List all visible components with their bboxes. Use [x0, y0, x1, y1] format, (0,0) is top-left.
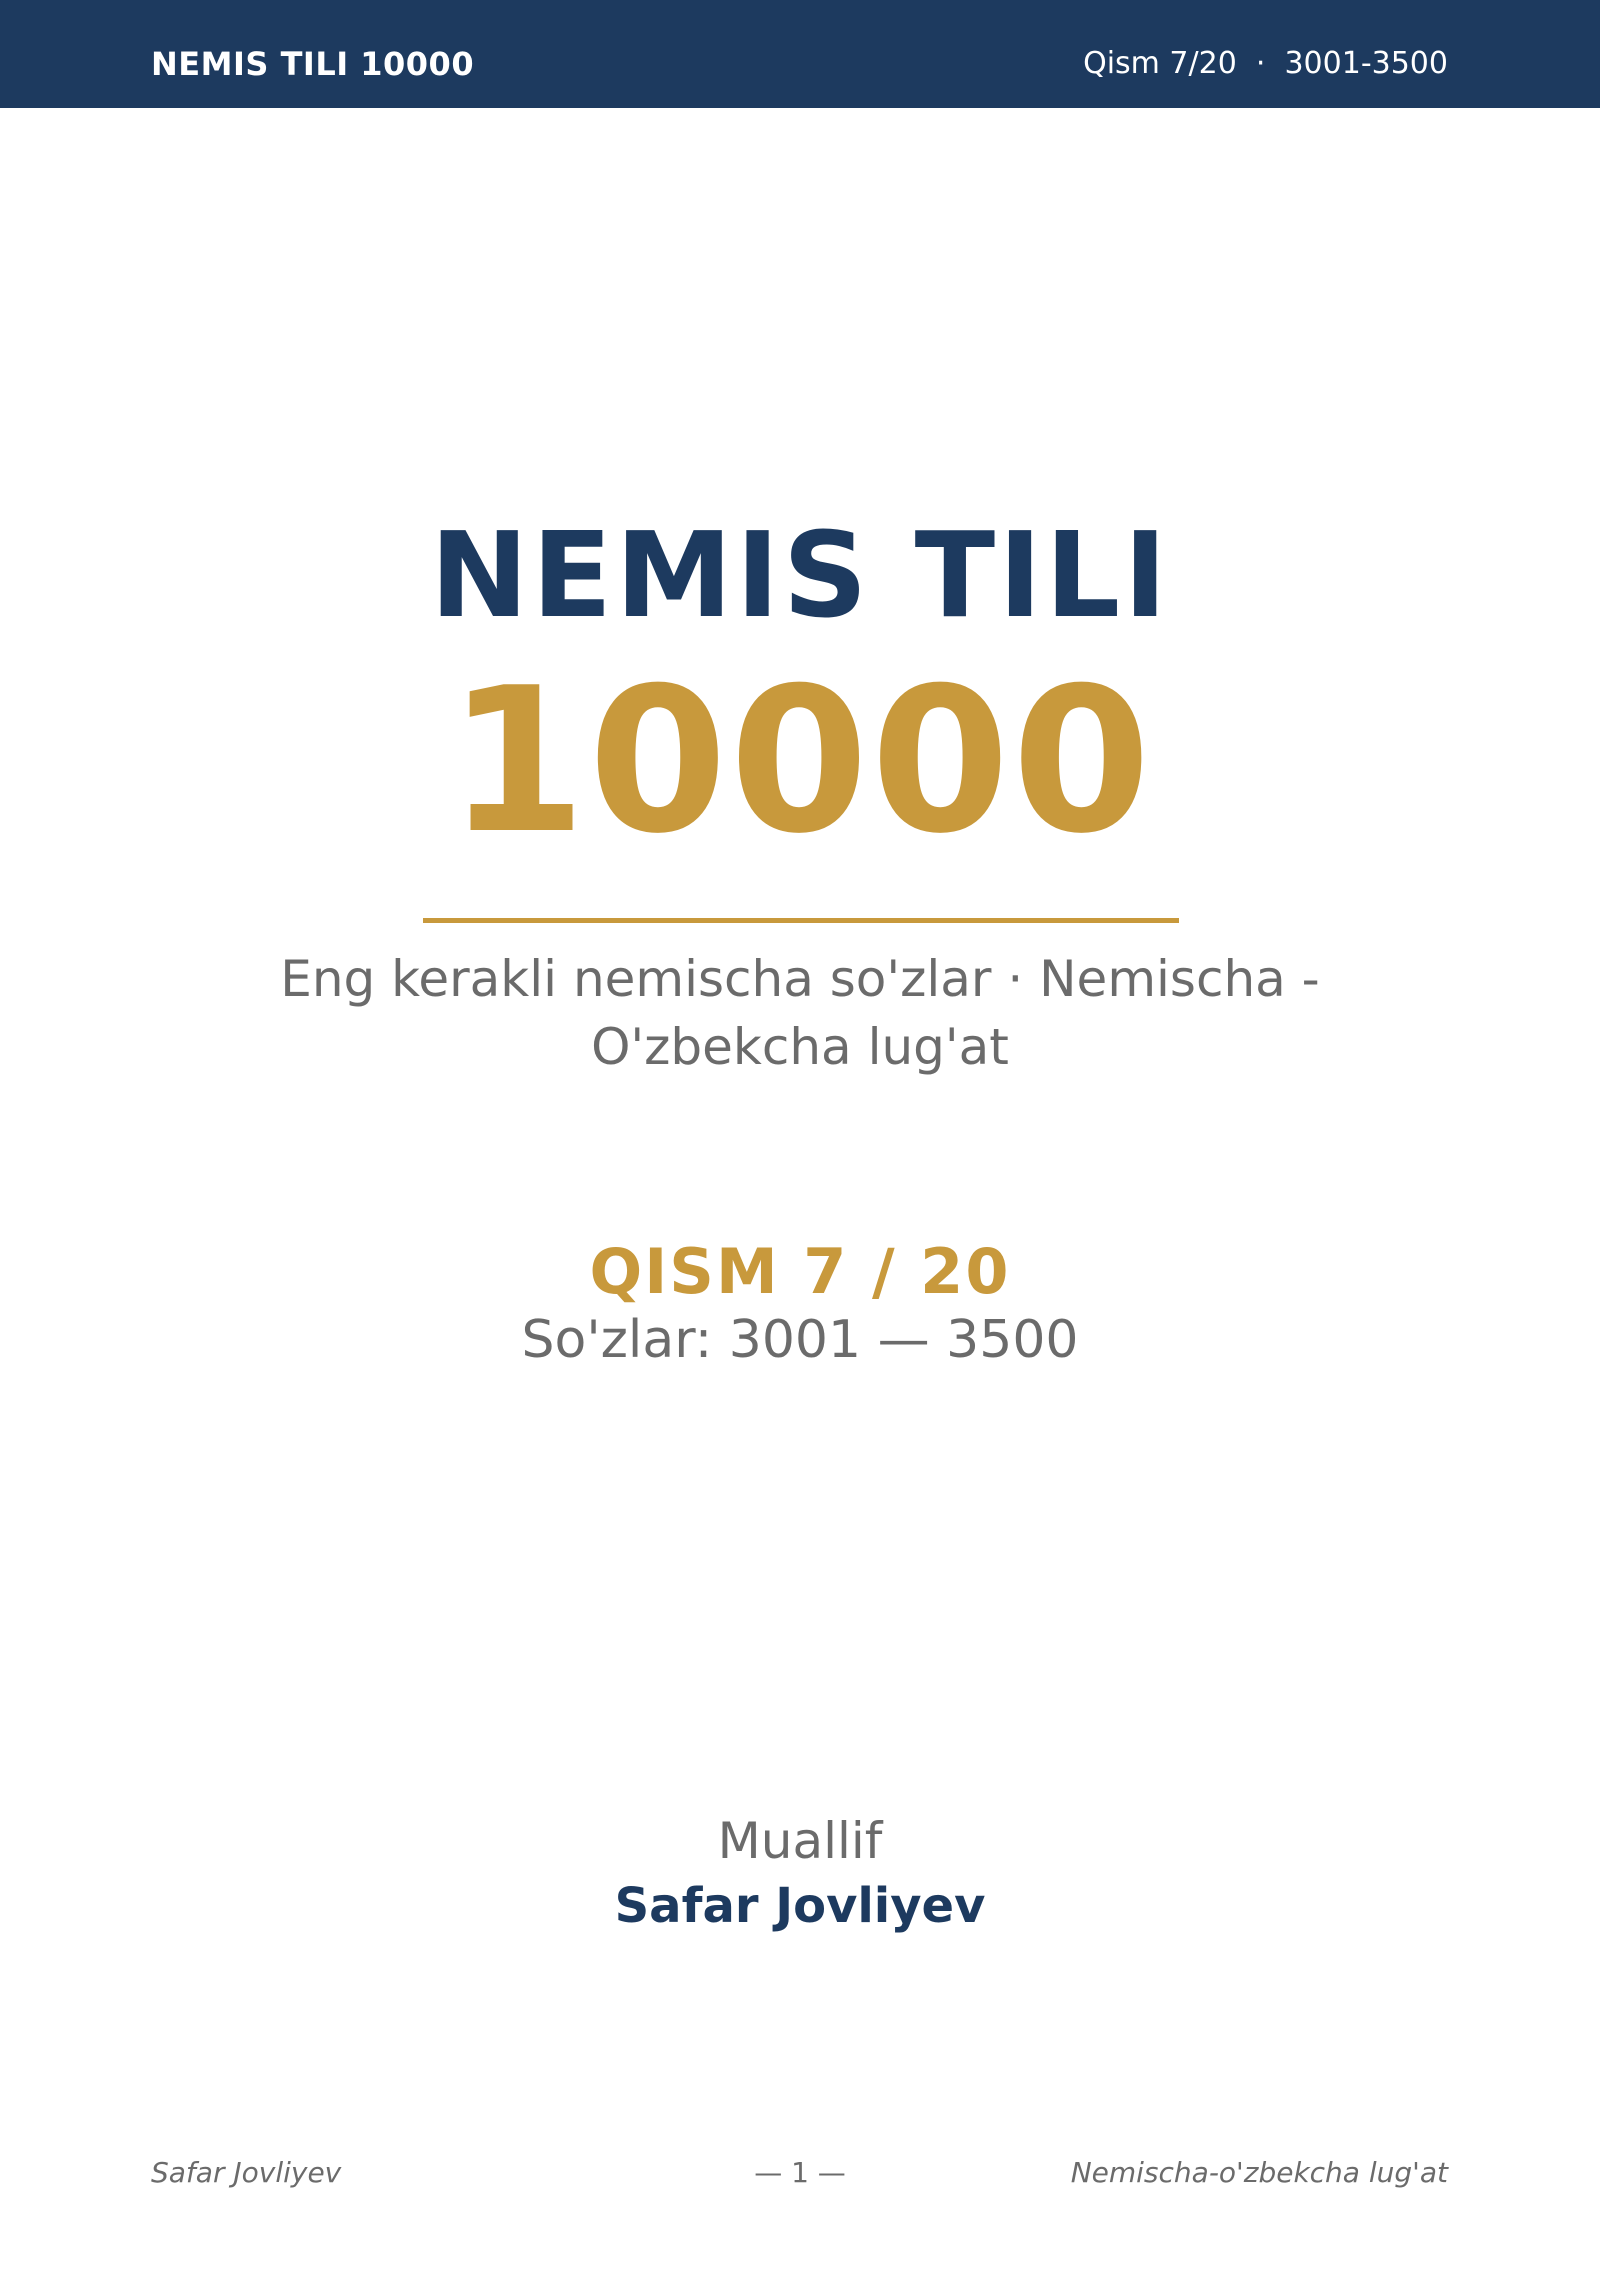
cover-title-number: 10000 — [447, 645, 1153, 878]
header-part-info: Qism 7/20 · 3001-3500 — [1083, 46, 1448, 81]
header-bar — [0, 0, 1600, 108]
page-number: — 1 — — [754, 2156, 846, 2189]
title-divider — [423, 918, 1179, 923]
word-range: So'zlar: 3001 — 3500 — [521, 1310, 1079, 1370]
footer-book-type: Nemischa-o'zbekcha lug'at — [1070, 2156, 1448, 2189]
cover-subtitle: Eng kerakli nemischa so'zlar · Nemischa - O'zbekcha lug'at — [280, 950, 1320, 1076]
author-name: Safar Jovliyev — [614, 1878, 986, 1934]
author-label: Muallif — [717, 1812, 883, 1870]
part-title: QISM 7 / 20 — [589, 1235, 1011, 1308]
footer-author: Safar Jovliyev — [151, 2156, 342, 2189]
cover-title: NEMIS TILI — [429, 506, 1171, 644]
header-book-title: NEMIS TILI 10000 — [151, 45, 475, 83]
